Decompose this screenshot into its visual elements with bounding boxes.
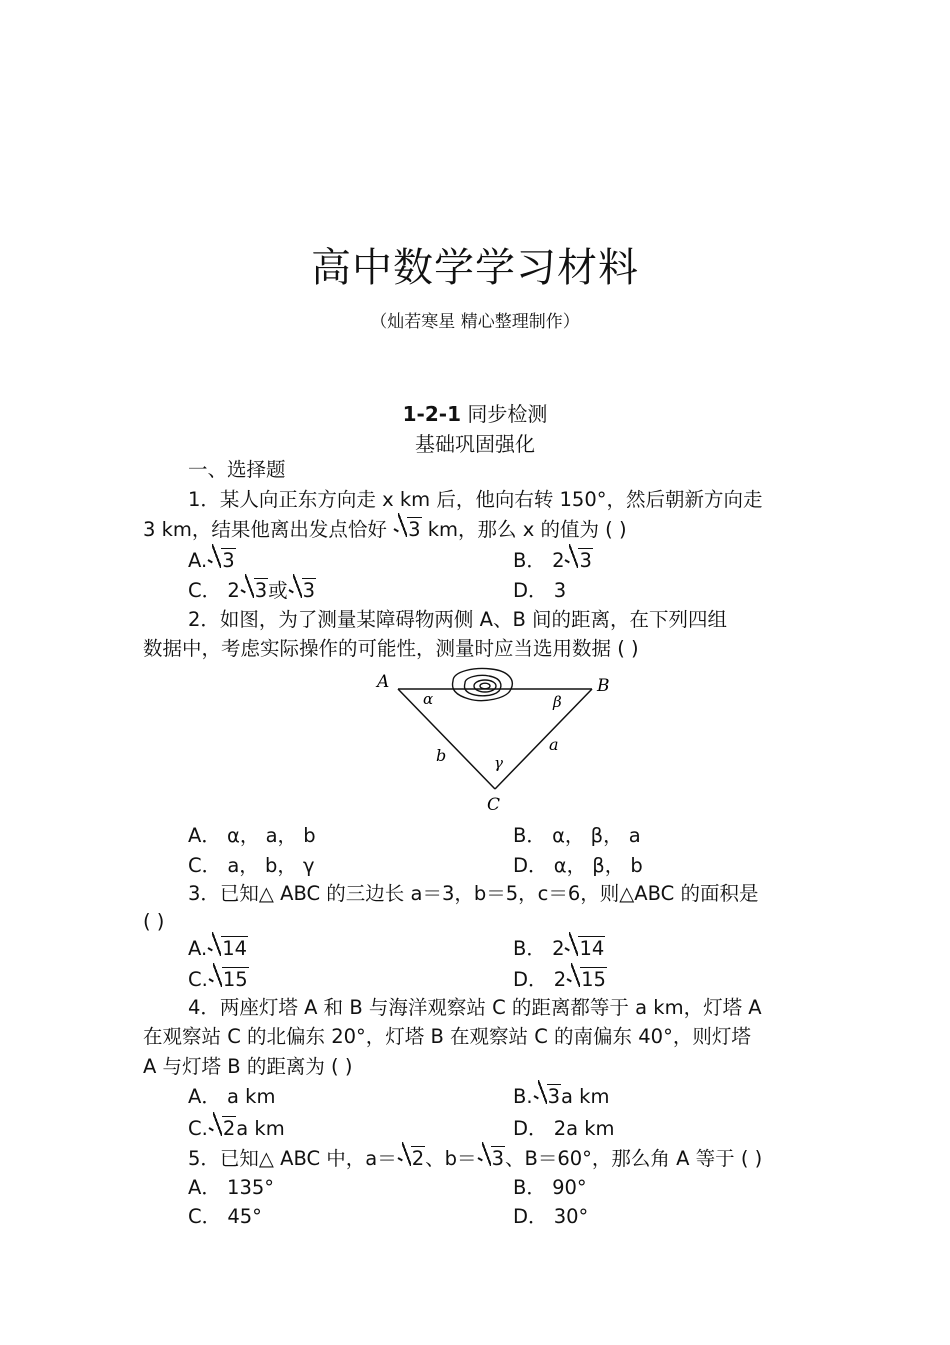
obstacle-contours: [453, 669, 513, 701]
q5-option-a: A． 135°: [188, 1176, 275, 1199]
side-b-label: b: [436, 746, 447, 765]
q2-option-d: D． α， β， b: [513, 854, 643, 877]
q5-option-b: B． 90°: [513, 1176, 587, 1199]
side-a: [495, 689, 592, 789]
q3-line2: ( ): [143, 910, 165, 933]
vertex-c-label: C: [487, 795, 501, 815]
q3-option-a: A. 14: [188, 934, 248, 964]
q2-option-b: B． α， β， a: [513, 824, 641, 847]
angle-gamma-label: γ: [494, 754, 503, 772]
q4-line2: 在观察站 C 的北偏东 20°，灯塔 B 在观察站 C 的南偏东 40°，则灯塔: [143, 1025, 751, 1048]
q1-option-c: C． 2 3或 3: [188, 576, 316, 606]
q2-option-c: C． a， b， γ: [188, 854, 315, 877]
q4-option-b: B. 3a km: [513, 1082, 609, 1112]
q1-line2: 3 km，结果他离出发点恰好 3 km，那么 x 的值为 ( ): [143, 515, 627, 545]
page-subtitle: （灿若寒星 精心整理制作）: [370, 312, 580, 332]
q5-option-d: D． 30°: [513, 1205, 589, 1228]
angle-alpha-label: α: [423, 690, 434, 708]
q2-line2: 数据中，考虑实际操作的可能性，测量时应当选用数据 ( ): [143, 637, 639, 660]
q4-option-c: C. 2a km: [188, 1114, 285, 1144]
q4-option-a: A． a km: [188, 1085, 276, 1108]
q2-option-a: A． α， a， b: [188, 824, 316, 847]
sqrt-symbol: 3: [394, 515, 421, 545]
section-name: 同步检测: [467, 402, 548, 426]
section-subheading: 基础巩固强化: [415, 432, 535, 456]
q3-line1: 3．已知△ ABC 的三边长 a＝3，b＝5，c＝6，则△ABC 的面积是: [188, 882, 759, 905]
q2-line1: 2．如图，为了测量某障碍物两侧 A、B 间的距离，在下列四组: [188, 608, 728, 631]
q3-option-d: D． 2 15: [513, 965, 607, 995]
side-a-label: a: [549, 735, 559, 754]
vertex-a-label: A: [377, 672, 390, 692]
angle-beta-label: β: [553, 693, 562, 711]
q3-option-b: B． 2 14: [513, 934, 605, 964]
q4-option-d: D． 2a km: [513, 1117, 615, 1140]
side-b: [398, 689, 495, 789]
q5-line1: 5．已知△ ABC 中，a＝ 2、b＝ 3、B＝60°，那么角 A 等于 ( ): [188, 1144, 762, 1174]
vertex-b-label: B: [597, 676, 610, 696]
q1-line1: 1．某人向正东方向走 x km 后，他向右转 150°，然后朝新方向走: [188, 488, 763, 511]
part-heading: 一、选择题: [188, 458, 286, 481]
section-code: 1-2-1: [402, 402, 461, 426]
triangle-diagram: [365, 667, 625, 817]
q4-line1: 4．两座灯塔 A 和 B 与海洋观察站 C 的距离都等于 a km，灯塔 A: [188, 996, 762, 1019]
q4-line3: A 与灯塔 B 的距离为 ( ): [143, 1055, 353, 1078]
section-heading: [0, 398, 950, 427]
q1-option-a: A. 3: [188, 546, 236, 576]
page-title: 高中数学学习材料: [311, 245, 639, 291]
q1-option-b: B． 2 3: [513, 546, 593, 576]
q3-option-c: C. 15: [188, 965, 249, 995]
q1-option-d: D． 3: [513, 579, 567, 602]
q5-option-c: C． 45°: [188, 1205, 262, 1228]
